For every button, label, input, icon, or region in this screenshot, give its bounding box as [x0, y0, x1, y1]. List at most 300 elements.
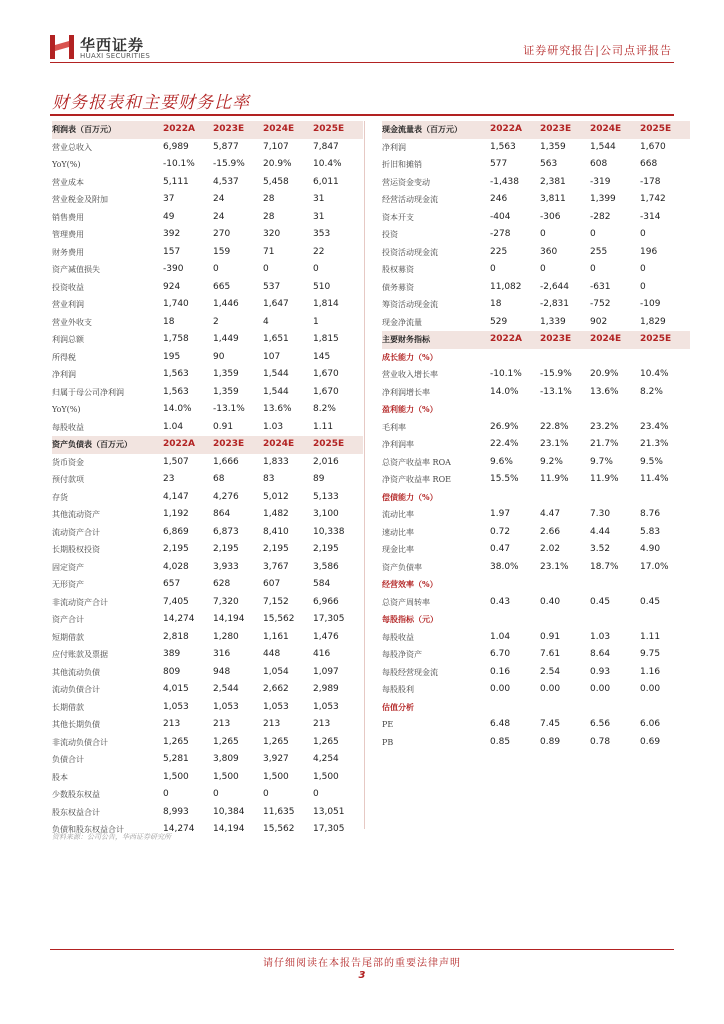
year-header: 2022A — [490, 331, 540, 349]
row-label: 总资产收益率 ROA — [382, 457, 451, 467]
row-value: 529 — [490, 316, 508, 327]
row-value: 13.6% — [590, 386, 619, 397]
row-value: 607 — [263, 579, 281, 589]
row-label: 长期股权投资 — [52, 545, 100, 554]
row-value: -10.1% — [490, 369, 522, 379]
row-value: 0.45 — [590, 596, 611, 607]
row-value: -15.9% — [540, 369, 572, 379]
row-value: 1,054 — [263, 666, 289, 677]
year-header: 2025E — [313, 436, 363, 454]
table-row — [382, 681, 690, 699]
row-value: 1,265 — [213, 736, 239, 747]
row-value: 1.11 — [640, 631, 661, 642]
row-value: 23.4% — [640, 421, 669, 432]
table-row — [52, 191, 363, 209]
table-row — [52, 646, 363, 664]
row-label: 负债合计 — [52, 755, 84, 764]
row-value: 255 — [590, 246, 608, 257]
row-value: 89 — [313, 474, 325, 484]
row-label: YoY(%) — [52, 405, 81, 414]
row-value: 2,989 — [313, 684, 339, 694]
table-row — [382, 296, 690, 314]
row-label: 非流动负债合计 — [52, 737, 108, 747]
row-label: 负债和股东权益合计 — [52, 825, 124, 834]
row-value: 145 — [313, 351, 331, 362]
row-value: 28 — [263, 194, 275, 204]
table-row — [382, 279, 690, 297]
row-value: 7,405 — [163, 596, 189, 607]
row-label: 总资产周转率 — [382, 597, 430, 607]
row-value: 28 — [263, 211, 275, 222]
row-value: 10.4% — [313, 159, 342, 169]
table-title: 现金流量表（百万元） — [382, 121, 490, 139]
row-value: 665 — [213, 281, 231, 292]
row-value: 83 — [263, 474, 275, 484]
row-value: 608 — [590, 159, 608, 169]
row-value: 6,011 — [313, 176, 339, 187]
row-label: 流动资产合计 — [52, 527, 100, 537]
table-row — [52, 366, 363, 384]
ratio-group-title: 成长能力（%） — [382, 351, 438, 362]
row-value: 4,147 — [163, 491, 189, 502]
row-value: 1,053 — [313, 701, 339, 712]
row-value: 2,544 — [213, 684, 239, 694]
row-label: 股权募资 — [382, 265, 414, 274]
table-row — [52, 611, 363, 629]
row-value: 21.7% — [590, 439, 619, 449]
row-label: 折旧和摊销 — [382, 160, 422, 169]
row-value: 0.40 — [540, 596, 561, 607]
row-value: 1,500 — [163, 771, 189, 782]
year-header: 2024E — [590, 121, 640, 139]
row-label: 营运资金变动 — [382, 177, 430, 187]
table-row — [52, 804, 363, 822]
ratio-group-header — [382, 576, 690, 594]
ratio-group-header — [382, 401, 690, 419]
row-value: 0.00 — [590, 684, 611, 694]
table-row — [52, 314, 363, 332]
row-value: 1,339 — [540, 316, 566, 327]
row-value: 1.03 — [263, 421, 284, 432]
row-value: 18 — [163, 316, 175, 327]
row-value: 5,281 — [163, 754, 189, 764]
row-value: 0 — [213, 264, 219, 274]
table-row — [52, 541, 363, 559]
row-value: 4 — [263, 316, 269, 327]
row-label: YoY(%) — [52, 160, 81, 169]
row-value: 2 — [213, 316, 219, 327]
table-row — [52, 139, 363, 157]
row-label: 营业外收支 — [52, 317, 92, 327]
row-value: 416 — [313, 649, 331, 659]
table-row — [52, 594, 363, 612]
row-value: -631 — [590, 281, 611, 292]
row-value: -2,644 — [540, 281, 570, 292]
row-value: 1.11 — [313, 421, 334, 432]
row-value: 353 — [313, 229, 331, 239]
row-value: 31 — [313, 194, 325, 204]
row-label: 固定资产 — [52, 562, 84, 572]
row-value: 0.69 — [640, 736, 661, 747]
table-row — [52, 664, 363, 682]
row-value: 11,635 — [263, 806, 295, 817]
row-value: 320 — [263, 229, 281, 239]
row-label: 净资产收益率 ROE — [382, 475, 451, 484]
row-value: 0 — [263, 789, 269, 799]
table-title: 资产负债表（百万元） — [52, 436, 163, 454]
row-value: 3,927 — [263, 754, 289, 764]
row-label: 管理费用 — [52, 230, 84, 239]
ratio-group-header — [382, 611, 690, 629]
row-value: 17.0% — [640, 561, 669, 572]
row-value: -15.9% — [213, 159, 245, 169]
year-header: 2023E — [213, 121, 263, 139]
row-value: 2.66 — [540, 526, 561, 537]
source-note: 资料来源：公司公告，华西证券研究所 — [52, 833, 171, 841]
row-value: 0.45 — [640, 596, 661, 607]
row-value: 1,544 — [590, 141, 616, 152]
table-row — [382, 156, 690, 174]
row-value: 1,670 — [313, 369, 339, 379]
table-row — [52, 524, 363, 542]
table-row — [382, 261, 690, 279]
row-value: 1,563 — [490, 141, 516, 152]
row-value: 0.93 — [590, 666, 611, 677]
row-value: 1,833 — [263, 456, 289, 467]
row-value: 5,111 — [163, 176, 189, 187]
row-value: -314 — [640, 211, 661, 222]
row-label: 投资收益 — [52, 282, 84, 292]
row-value: 7,107 — [263, 141, 289, 152]
row-value: 14,274 — [163, 614, 195, 624]
table-row — [52, 174, 363, 192]
row-label: 利润总额 — [52, 335, 84, 344]
row-value: 14.0% — [163, 404, 192, 414]
row-label: 应付账款及票据 — [52, 650, 108, 659]
row-value: 9.6% — [490, 456, 513, 467]
row-label: 投资活动现金流 — [382, 247, 438, 257]
row-value: 0.91 — [540, 631, 561, 642]
row-value: 2,662 — [263, 684, 289, 694]
row-value: 4,537 — [213, 176, 239, 187]
row-value: 20.9% — [263, 159, 292, 169]
row-value: 23 — [163, 474, 175, 484]
row-value: 1,446 — [213, 299, 239, 309]
row-value: 5,458 — [263, 176, 289, 187]
table-row — [382, 506, 690, 524]
row-value: -390 — [163, 264, 184, 274]
row-value: 6.06 — [640, 719, 661, 729]
row-label: 营业成本 — [52, 177, 84, 187]
row-value: 3,586 — [313, 561, 339, 572]
table-row — [382, 734, 690, 752]
row-value: 14,274 — [163, 824, 195, 834]
row-value: 0.00 — [490, 684, 511, 694]
row-label: 经营活动现金流 — [382, 195, 438, 204]
row-value: 68 — [213, 474, 225, 484]
row-value: 225 — [490, 246, 508, 257]
row-value: -1,438 — [490, 176, 520, 187]
row-value: 584 — [313, 579, 331, 589]
row-value: 0 — [590, 229, 596, 239]
table-row — [52, 471, 363, 489]
year-header: 2023E — [213, 436, 263, 454]
table-header-row — [52, 436, 363, 454]
row-value: 1,265 — [163, 736, 189, 747]
table-row — [52, 331, 363, 349]
row-label: 债务募资 — [382, 282, 414, 292]
table-row — [382, 436, 690, 454]
row-value: 1,500 — [263, 771, 289, 782]
table-row — [382, 209, 690, 227]
row-value: 15.5% — [490, 474, 519, 484]
row-value: 1,829 — [640, 316, 666, 327]
row-label: 每股经营现金流 — [382, 667, 438, 677]
row-value: 1,449 — [213, 334, 239, 344]
row-value: 10,338 — [313, 526, 345, 537]
row-label: 归属于母公司净利润 — [52, 387, 124, 397]
row-value: 1,265 — [313, 736, 339, 747]
row-value: 213 — [263, 719, 281, 729]
row-value: 5,133 — [313, 491, 339, 502]
row-value: 9.2% — [540, 456, 563, 467]
row-label: 财务费用 — [52, 247, 84, 257]
row-value: 0.47 — [490, 544, 511, 554]
row-value: -752 — [590, 299, 611, 309]
table-row — [382, 366, 690, 384]
row-value: 90 — [213, 351, 225, 362]
row-value: 316 — [213, 649, 231, 659]
row-value: 26.9% — [490, 421, 519, 432]
row-label: 每股股利 — [382, 685, 414, 694]
row-value: 213 — [163, 719, 181, 729]
table-row — [52, 349, 363, 367]
year-header: 2025E — [640, 121, 690, 139]
row-value: 537 — [263, 281, 281, 292]
row-value: 6.48 — [490, 719, 511, 729]
table-row — [52, 751, 363, 769]
row-value: 668 — [640, 159, 658, 169]
row-label: PB — [382, 737, 394, 747]
row-label: 筹资活动现金流 — [382, 300, 438, 309]
table-row — [382, 174, 690, 192]
row-value: 1,476 — [313, 631, 339, 642]
row-value: 8.2% — [313, 404, 336, 414]
row-value: 6,873 — [213, 526, 239, 537]
row-value: 14,194 — [213, 614, 245, 624]
row-value: -178 — [640, 176, 661, 187]
row-value: -319 — [590, 176, 611, 187]
row-value: 2.54 — [540, 666, 561, 677]
table-row — [382, 646, 690, 664]
row-value: -2,831 — [540, 299, 570, 309]
row-label: 股东权益合计 — [52, 807, 100, 817]
row-value: -109 — [640, 299, 661, 309]
row-label: 每股收益 — [52, 422, 84, 432]
row-label: 净利润率 — [382, 440, 414, 449]
row-value: 0 — [213, 789, 219, 799]
year-header: 2025E — [640, 331, 690, 349]
row-value: 2,195 — [213, 544, 239, 554]
row-value: 1,053 — [163, 701, 189, 712]
row-label: 存货 — [52, 492, 68, 502]
row-label: 长期借款 — [52, 702, 84, 712]
row-value: 3,809 — [213, 754, 239, 764]
table-row — [382, 664, 690, 682]
row-value: 24 — [213, 211, 225, 222]
row-value: 11.9% — [590, 474, 619, 484]
row-value: 38.0% — [490, 561, 519, 572]
row-value: 1,507 — [163, 456, 189, 467]
row-label: 每股收益 — [382, 632, 414, 642]
year-header: 2025E — [313, 121, 363, 139]
row-value: 1,670 — [640, 141, 666, 152]
year-header: 2022A — [163, 436, 213, 454]
row-value: 809 — [163, 666, 181, 677]
ratio-group-title: 经营效率（%） — [382, 579, 438, 589]
row-value: 1.03 — [590, 631, 611, 642]
row-value: 0.00 — [640, 684, 661, 694]
row-value: 8.76 — [640, 509, 661, 519]
row-value: -306 — [540, 211, 561, 222]
table-title: 主要财务指标 — [382, 331, 490, 349]
table-row — [382, 541, 690, 559]
table-row — [382, 191, 690, 209]
row-value: 0.89 — [540, 736, 561, 747]
table-row — [52, 734, 363, 752]
year-header: 2022A — [163, 121, 213, 139]
row-value: 0.85 — [490, 736, 511, 747]
row-value: 23.2% — [590, 421, 619, 432]
row-label: 资产负债率 — [382, 562, 422, 572]
row-value: 0 — [640, 229, 646, 239]
table-row — [52, 559, 363, 577]
row-value: 15,562 — [263, 824, 295, 834]
right-financial-tables — [382, 121, 690, 751]
table-row — [52, 629, 363, 647]
row-value: 13.6% — [263, 404, 292, 414]
row-value: 0 — [490, 264, 496, 274]
row-value: 1,399 — [590, 194, 616, 204]
row-value: 924 — [163, 281, 181, 292]
row-value: 159 — [213, 246, 231, 257]
ratio-group-header — [382, 699, 690, 717]
row-value: 1,544 — [263, 386, 289, 397]
row-label: 其他长期负债 — [52, 720, 100, 729]
row-value: 7.45 — [540, 719, 561, 729]
row-label: 净利润增长率 — [382, 387, 430, 397]
row-value: 2,195 — [263, 544, 289, 554]
row-value: 1,814 — [313, 299, 339, 309]
row-value: -10.1% — [163, 159, 195, 169]
table-row — [52, 279, 363, 297]
row-value: 0.78 — [590, 736, 611, 747]
row-value: 0.72 — [490, 526, 511, 537]
row-label: 所得税 — [52, 352, 76, 362]
row-value: 23.1% — [540, 561, 569, 572]
table-row — [382, 716, 690, 734]
page-number: 3 — [358, 970, 366, 981]
row-value: 17,305 — [313, 614, 345, 624]
row-value: 157 — [163, 246, 181, 257]
row-value: 246 — [490, 194, 508, 204]
row-value: 8.2% — [640, 386, 663, 397]
report-header — [0, 0, 724, 66]
row-label: 毛利率 — [382, 422, 406, 432]
row-value: 31 — [313, 211, 325, 222]
row-value: 360 — [540, 246, 558, 257]
row-value: 18 — [490, 299, 502, 309]
row-value: 0 — [540, 264, 546, 274]
table-row — [52, 244, 363, 262]
table-row — [52, 261, 363, 279]
row-value: 6.70 — [490, 649, 511, 659]
row-value: 1,758 — [163, 334, 189, 344]
row-value: 4.90 — [640, 544, 661, 554]
ratio-group-title: 盈利能力（%） — [382, 404, 438, 414]
row-value: 2,381 — [540, 176, 566, 187]
row-value: 13,051 — [313, 806, 345, 817]
row-value: -404 — [490, 211, 511, 222]
row-label: 流动负债合计 — [52, 685, 100, 694]
row-value: 17,305 — [313, 824, 345, 834]
year-header: 2024E — [263, 436, 313, 454]
row-value: 0 — [590, 264, 596, 274]
row-value: 22.8% — [540, 421, 569, 432]
row-value: 0.16 — [490, 666, 511, 677]
row-value: 3,811 — [540, 194, 566, 204]
row-value: 392 — [163, 229, 181, 239]
table-row — [52, 226, 363, 244]
legal-disclaimer: 请仔细阅读在本报告尾部的重要法律声明 — [263, 958, 461, 969]
row-value: 9.75 — [640, 649, 661, 659]
table-row — [52, 489, 363, 507]
table-row — [382, 226, 690, 244]
row-value: 2,016 — [313, 456, 339, 467]
table-row — [382, 524, 690, 542]
row-value: 1,359 — [213, 386, 239, 397]
row-value: 1,053 — [263, 701, 289, 712]
row-value: 1,544 — [263, 369, 289, 379]
row-value: 213 — [313, 719, 331, 729]
table-row — [382, 314, 690, 332]
row-value: 1.16 — [640, 666, 661, 677]
row-value: 3,933 — [213, 561, 239, 572]
table-row — [382, 629, 690, 647]
table-row — [52, 506, 363, 524]
row-value: 71 — [263, 246, 275, 257]
table-row — [382, 471, 690, 489]
row-value: 3,767 — [263, 561, 289, 572]
row-value: 270 — [213, 229, 231, 239]
row-label: 营业税金及附加 — [52, 195, 108, 204]
table-row — [52, 454, 363, 472]
row-label: 每股净资产 — [382, 650, 422, 659]
row-value: 107 — [263, 351, 281, 362]
row-value: 0 — [540, 229, 546, 239]
row-value: 657 — [163, 579, 181, 589]
row-value: 1,647 — [263, 299, 289, 309]
row-label: 速动比率 — [382, 527, 414, 537]
row-label: 其他流动资产 — [52, 510, 100, 519]
row-value: 4.44 — [590, 526, 611, 537]
row-value: 448 — [263, 649, 281, 659]
table-row — [52, 716, 363, 734]
row-value: 864 — [213, 509, 231, 519]
brand-name-en: HUAXI SECURITIES — [80, 52, 151, 60]
table-row — [52, 419, 363, 437]
row-label: 无形资产 — [52, 580, 84, 589]
